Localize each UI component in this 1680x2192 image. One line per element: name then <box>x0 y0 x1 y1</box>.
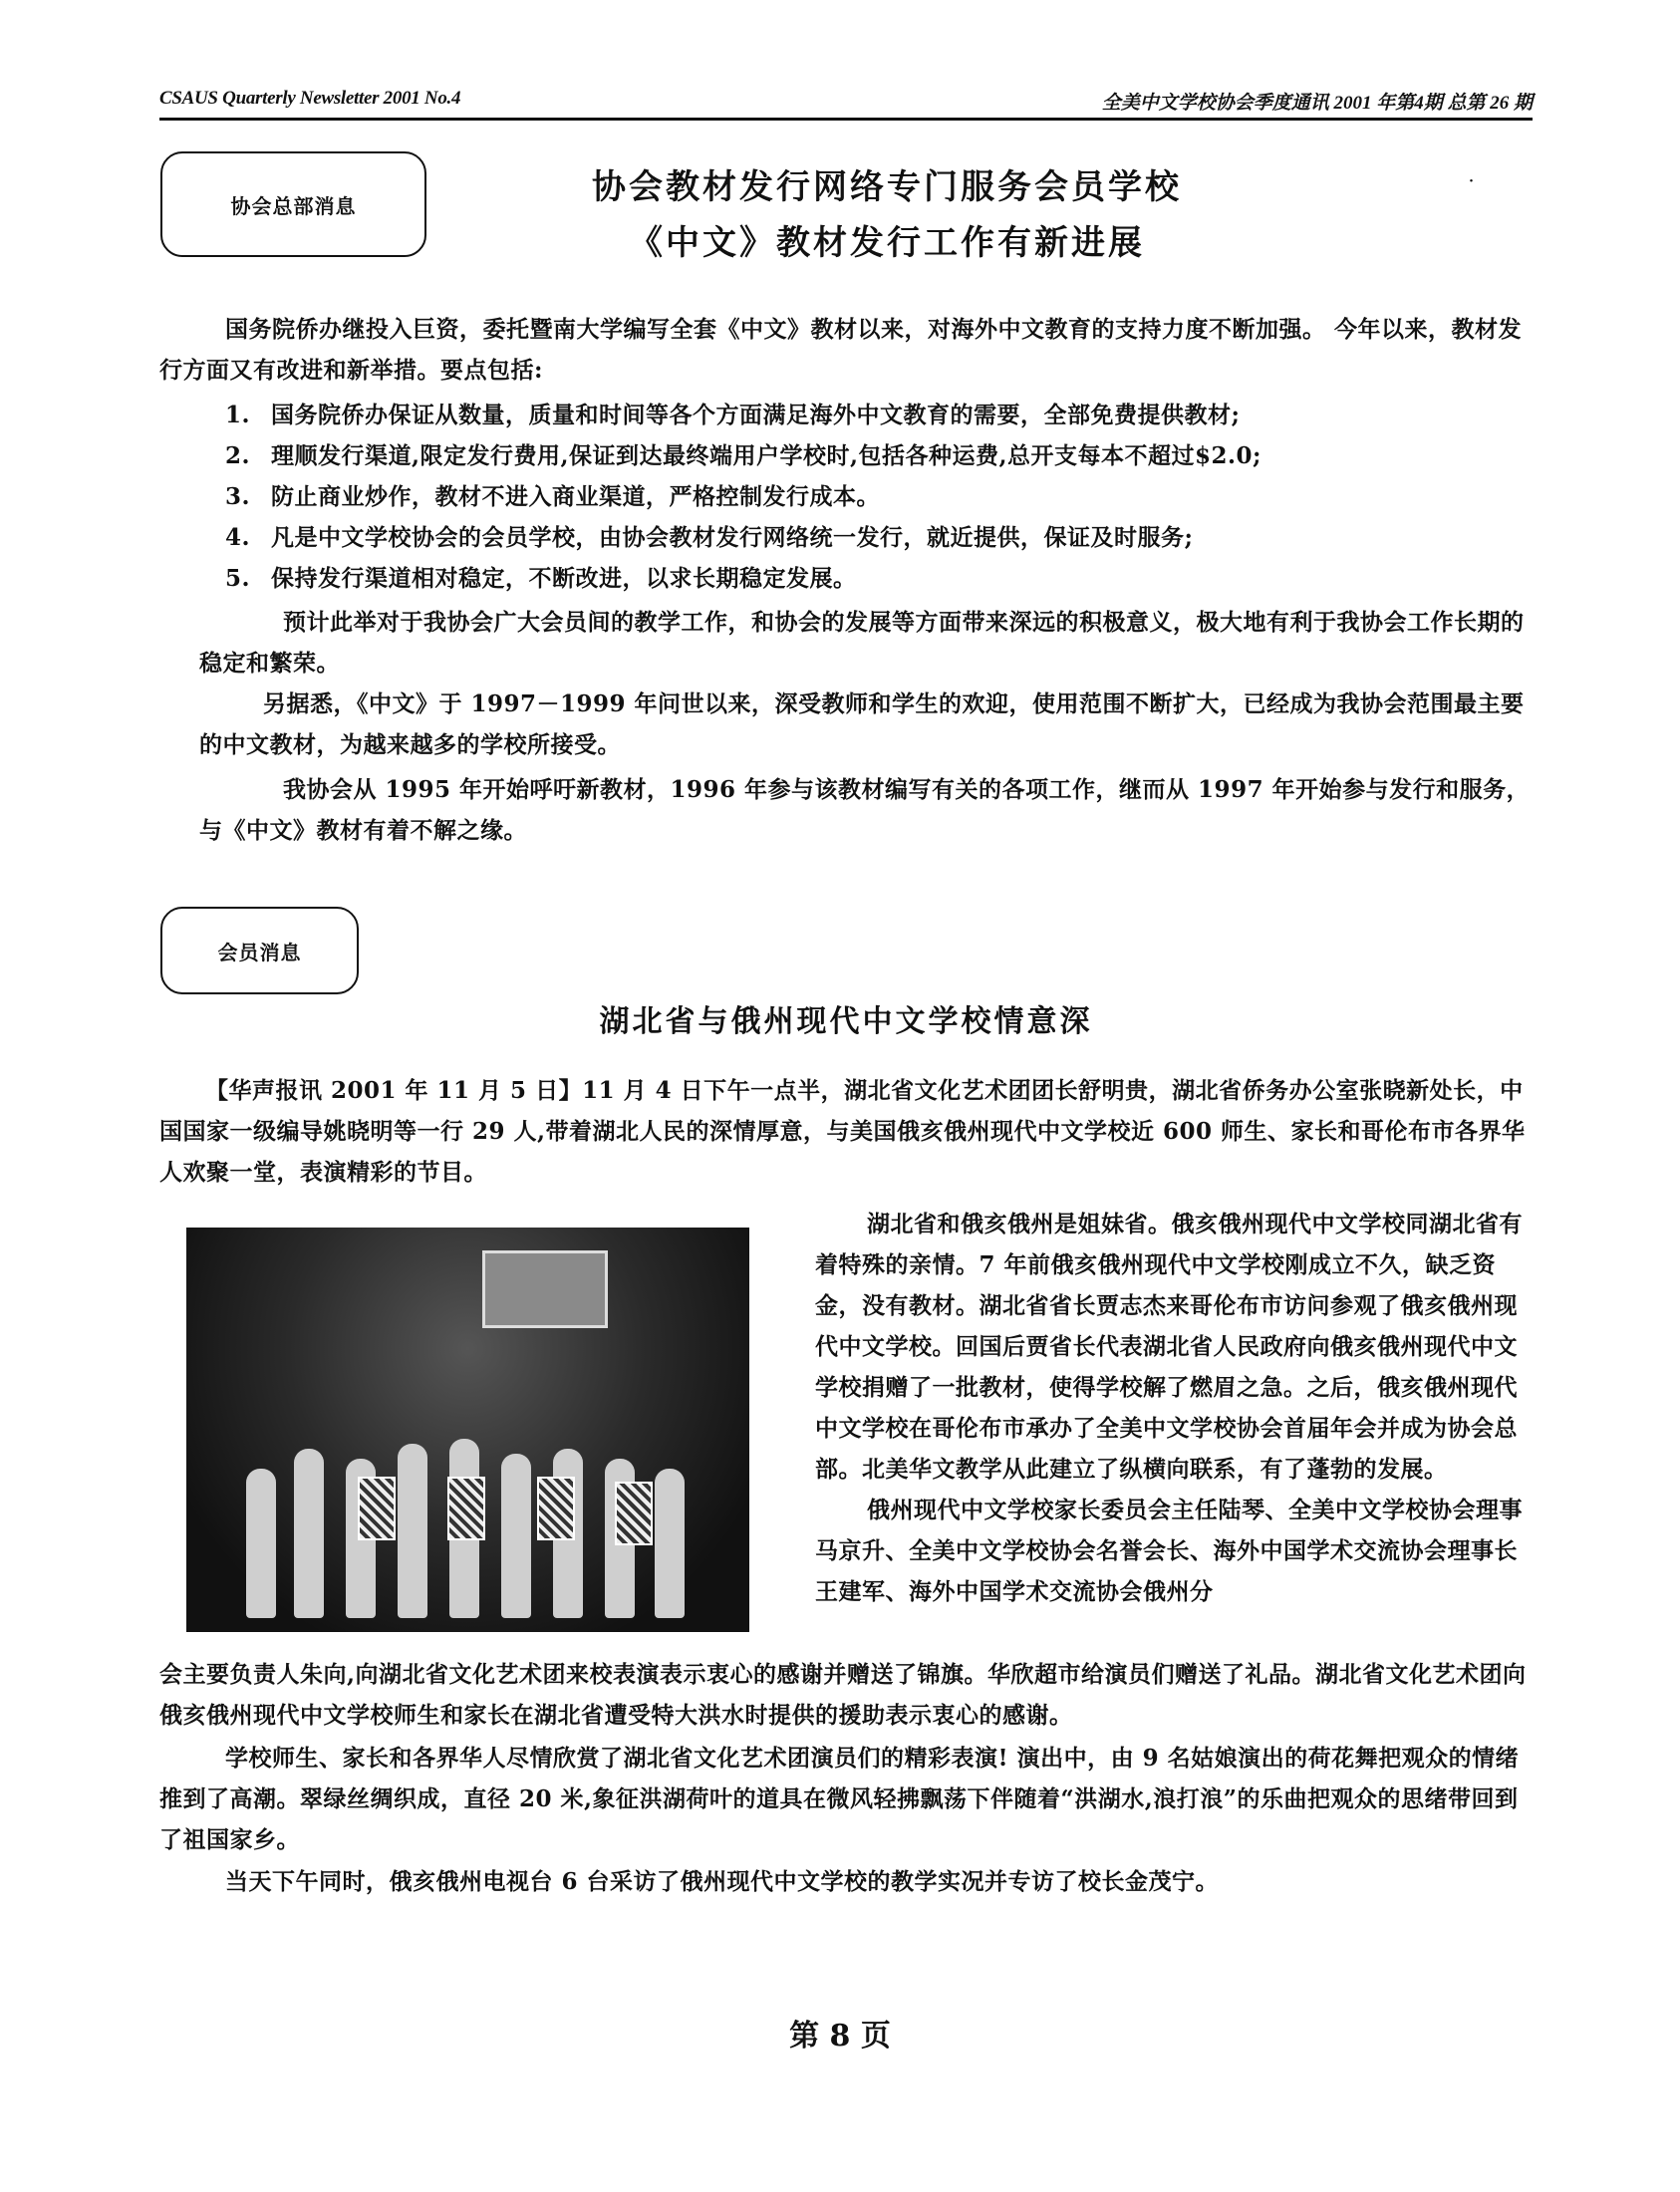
list-item <box>225 558 1533 599</box>
list-number: 2. <box>225 442 251 469</box>
list-item <box>225 435 1533 476</box>
paragraph-impact: 预计此举对于我协会广大会员间的教学工作，和协会的发展等方面带来深远的积极意义，极大地有利于我协会工作长期的稳定和繁荣。 <box>199 609 1525 677</box>
stray-mark: ˙ <box>1467 177 1476 198</box>
list-item <box>225 476 1533 517</box>
paragraph-thanks: 会主要负责人朱向,向湖北省文化艺术团来校表演表示衷心的感谢并赠送了锦旗。华欣超市给演员们赠送了礼品。湖北省文化艺术团向俄亥俄州现代中文学校师生和家长在湖北省遭受特大洪水时提供的援助表示衷心的感谢。 <box>159 1661 1527 1729</box>
intro-paragraph: 国务院侨办继投入巨资，委托暨南大学编写全套《中文》教材以来，对海外中文教育的支持力度不断加强。 今年以来，教材发行方面又有改进和新举措。要点包括: <box>159 316 1523 384</box>
photo-person <box>246 1469 276 1618</box>
article-title-line-1: 协会教材发行网络专门服务会员学校 <box>592 167 1182 207</box>
side-paragraph-2: 俄州现代中文学校家长委员会主任陆琴、全美中文学校协会理事马京升、全美中文学校协会名誉会长、海外中国学术交流协会理事长王建军、海外中国学术交流协会俄州分 <box>815 1497 1523 1605</box>
list-text: 理顺发行渠道,限定发行费用,保证到达最终端用户学校时,包括各种运费,总开支每本不超过$2.0; <box>271 442 1262 469</box>
pennant-banner <box>447 1477 485 1540</box>
news-lead-paragraph: 【华声报讯 2001 年 11 月 5 日】11 月 4 日下午一点半，湖北省文化艺术团团长舒明贵，湖北省侨务办公室张晓新处长，中国国家一级编导姚晓明等一行 29 人,带着湖北人民的深情厚意，与美国俄亥俄州现代中文学校近 600 师生、家长和哥伦布市各界华人欢聚一堂，表演精彩的节目。 <box>159 1077 1526 1186</box>
paragraph-textbook-usage: 另据悉，《中文》于 1997－1999 年问世以来，深受教师和学生的欢迎，使用范围不断扩大，已经成为我协会范围最主要的中文教材，为越来越多的学校所接受。 <box>199 690 1525 758</box>
photo-person <box>398 1444 427 1618</box>
paragraph-performance: 学校师生、家长和各界华人尽情欣赏了湖北省文化艺术团演员们的精彩表演! 演出中，由 9 名姑娘演出的荷花舞把观众的情绪推到了高潮。翠绿丝绸织成，直径 20 米,象征洪湖荷叶的道具在微风轻拂飘荡下伴随着“洪湖水,浪打浪”的乐曲把观众的思绪带回到了祖国家乡。 <box>159 1745 1520 1853</box>
newsletter-header-left: CSAUS Quarterly Newsletter 2001 No.4 <box>159 88 461 109</box>
article-title-line-2: 《中文》教材发行工作有新进展 <box>629 223 1145 263</box>
photo-side-text <box>815 1204 1535 1612</box>
list-text: 国务院侨办保证从数量，质量和时间等各个方面满足海外中文教育的需要，全部免费提供教材; <box>271 402 1241 428</box>
page-number: 第 8 页 <box>789 2019 891 2054</box>
list-item <box>225 395 1533 435</box>
list-item <box>225 517 1533 558</box>
article-title-hubei: 湖北省与俄州现代中文学校情意深 <box>599 1004 1093 1039</box>
header-divider <box>159 118 1533 121</box>
section-label-member-news: 会员消息 <box>160 907 359 994</box>
pennant-banner <box>615 1482 653 1545</box>
pennant-banner <box>358 1477 396 1540</box>
list-number: 3. <box>225 483 251 510</box>
list-number: 4. <box>225 524 251 551</box>
paragraph-tv-interview: 当天下午同时，俄亥俄州电视台 6 台采访了俄州现代中文学校的教学实况并专访了校长金茂宁。 <box>225 1868 1220 1895</box>
pennant-banner <box>537 1477 575 1540</box>
list-number: 1. <box>225 402 251 428</box>
side-paragraph-1: 湖北省和俄亥俄州是姐妹省。俄亥俄州现代中文学校同湖北省有着特殊的亲情。7 年前俄亥俄州现代中文学校刚成立不久，缺乏资金，没有教材。湖北省省长贾志杰来哥伦布市访问参观了俄亥俄州现代中文学校。回国后贾省长代表湖北省人民政府向俄亥俄州现代中文学校捐赠了一批教材，使得学校解了燃眉之急。之后，俄亥俄州现代中文学校在哥伦布市承办了全美中文学校协会首届年会并成为协会总部。北美华文教学从此建立了纵横向联系，有了蓬勃的发展。 <box>815 1211 1523 1483</box>
section-label-association-news: 协会总部消息 <box>160 151 426 257</box>
photo-person <box>501 1454 531 1618</box>
list-text: 凡是中文学校协会的会员学校，由协会教材发行网络统一发行，就近提供，保证及时服务; <box>271 524 1194 551</box>
list-text: 防止商业炒作，教材不进入商业渠道，严格控制发行成本。 <box>271 483 880 510</box>
newsletter-header-right: 全美中文学校协会季度通讯 2001 年第4期 总第 26 期 <box>1101 93 1533 114</box>
photo-person <box>655 1469 685 1618</box>
list-text: 保持发行渠道相对稳定，不断改进，以求长期稳定发展。 <box>271 565 857 592</box>
list-number: 5. <box>225 565 251 592</box>
paragraph-history: 我协会从 1995 年开始呼吁新教材，1996 年参与该教材编写有关的各项工作，继而从 1997 年开始参与发行和服务，与《中文》教材有着不解之缘。 <box>199 776 1531 844</box>
photo-person <box>294 1449 324 1618</box>
event-photo <box>186 1228 749 1632</box>
article-title <box>438 159 1335 271</box>
basketball-backboard <box>482 1250 608 1328</box>
key-points-list <box>225 395 1533 599</box>
